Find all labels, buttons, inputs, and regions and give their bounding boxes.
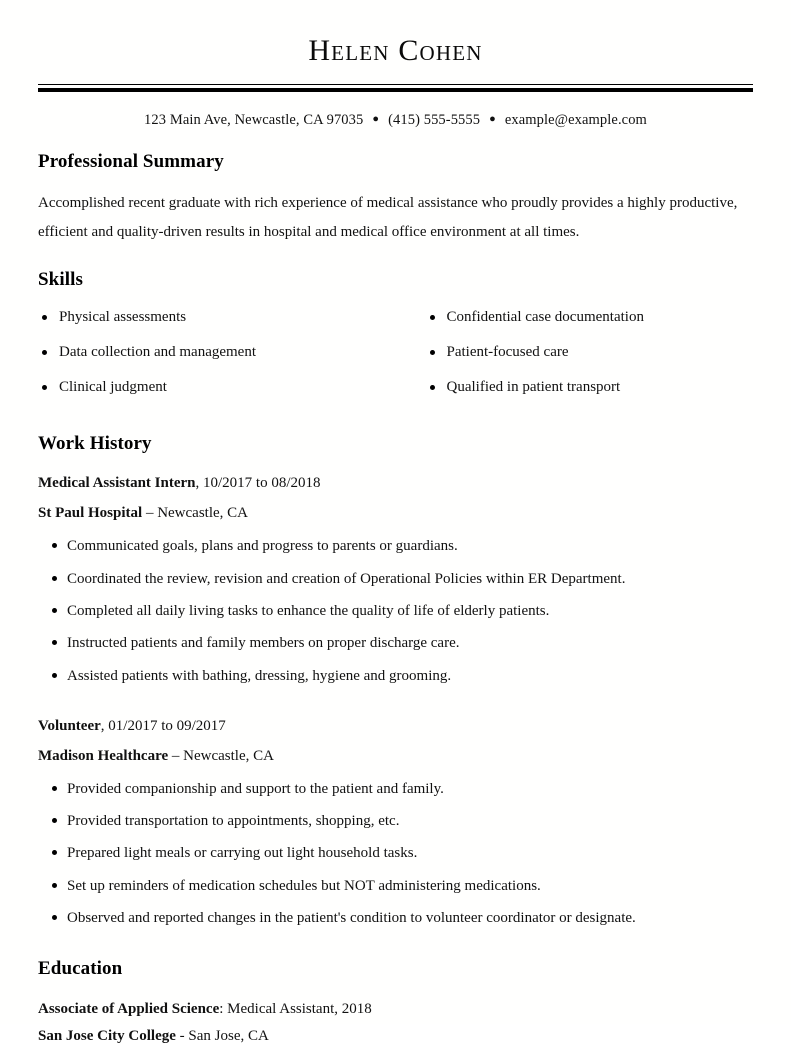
job-title-line (38, 714, 753, 738)
job-responsibilities-list (38, 534, 753, 687)
list-item: Assisted patients with bathing, dressing, hygiene and grooming. (38, 664, 753, 688)
skills-column-right (396, 305, 754, 409)
job-location: – Newcastle, CA (142, 505, 248, 522)
education-degree-line (38, 996, 753, 1022)
contact-line (38, 112, 753, 129)
list-item: Clinical judgment (38, 375, 396, 401)
list-item: Patient-focused care (426, 340, 754, 366)
list-item: Coordinated the review, revision and creation of Operational Policies within ER Department. (38, 567, 753, 591)
header-divider-thick-line (38, 88, 753, 92)
job-dates: , 01/2017 to 09/2017 (100, 717, 226, 734)
work-history-section (38, 433, 753, 930)
skills-list-right (426, 305, 754, 400)
candidate-name: Helen Cohen (308, 34, 483, 67)
skills-column-left (38, 305, 396, 409)
job-organization-line (38, 744, 753, 768)
list-item: Provided companionship and support to the patient and family. (38, 777, 753, 801)
list-item: Completed all daily living tasks to enhance the quality of life of elderly patients. (38, 599, 753, 623)
skills-section (38, 269, 753, 409)
list-item: Prepared light meals or carrying out light household tasks. (38, 841, 753, 865)
skills-columns (38, 305, 753, 409)
list-item: Observed and reported changes in the patient's condition to volunteer coordinator or designate. (38, 906, 753, 930)
list-item: Data collection and management (38, 340, 396, 366)
job-role: Medical Assistant Intern (38, 475, 196, 492)
job-role: Volunteer (38, 717, 101, 734)
education-degree-detail: : Medical Assistant, 2018 (219, 1001, 372, 1018)
skills-list-left (38, 305, 396, 400)
job-organization: Madison Healthcare (38, 747, 169, 764)
header-divider (38, 84, 753, 92)
contact-separator-dot-icon: ● (372, 113, 380, 126)
professional-summary-text: Accomplished recent graduate with rich experience of medical assistance who proudly provides a highly productive, efficient and quality-driven results in hospital and medical office environment at all times. (38, 194, 738, 240)
professional-summary-heading: Professional Summary (38, 150, 224, 172)
list-item: Communicated goals, plans and progress to parents or guardians. (38, 534, 753, 558)
job-location: – Newcastle, CA (168, 747, 274, 764)
list-item: Set up reminders of medication schedules but NOT administering medications. (38, 874, 753, 898)
contact-separator-dot-icon: ● (489, 113, 496, 126)
professional-summary-section (38, 151, 753, 248)
education-section (38, 958, 753, 1049)
contact-address: 123 Main Ave, Newcastle, CA 97035 (144, 111, 364, 128)
list-item: Instructed patients and family members on proper discharge care. (38, 631, 753, 655)
list-item: Qualified in patient transport (426, 375, 754, 401)
work-history-entry (38, 714, 753, 930)
education-degree: Associate of Applied Science (38, 1001, 220, 1018)
list-item: Confidential case documentation (426, 305, 754, 331)
education-heading: Education (38, 958, 123, 980)
list-item: Provided transportation to appointments, shopping, etc. (38, 809, 753, 833)
contact-phone: (415) 555-5555 (388, 111, 481, 128)
job-organization: St Paul Hospital (38, 505, 143, 522)
skills-heading: Skills (38, 269, 83, 290)
job-responsibilities-list (38, 777, 753, 930)
education-school-line (38, 1023, 753, 1049)
job-dates: , 10/2017 to 08/2018 (195, 475, 321, 492)
job-organization-line (38, 501, 753, 525)
work-history-entry (38, 471, 753, 687)
education-school-location: - San Jose, CA (175, 1027, 269, 1044)
contact-email: example@example.com (504, 111, 647, 128)
list-item: Physical assessments (38, 305, 396, 331)
education-school: San Jose City College (38, 1027, 176, 1044)
work-history-heading: Work History (38, 433, 152, 455)
job-title-line (38, 471, 753, 495)
